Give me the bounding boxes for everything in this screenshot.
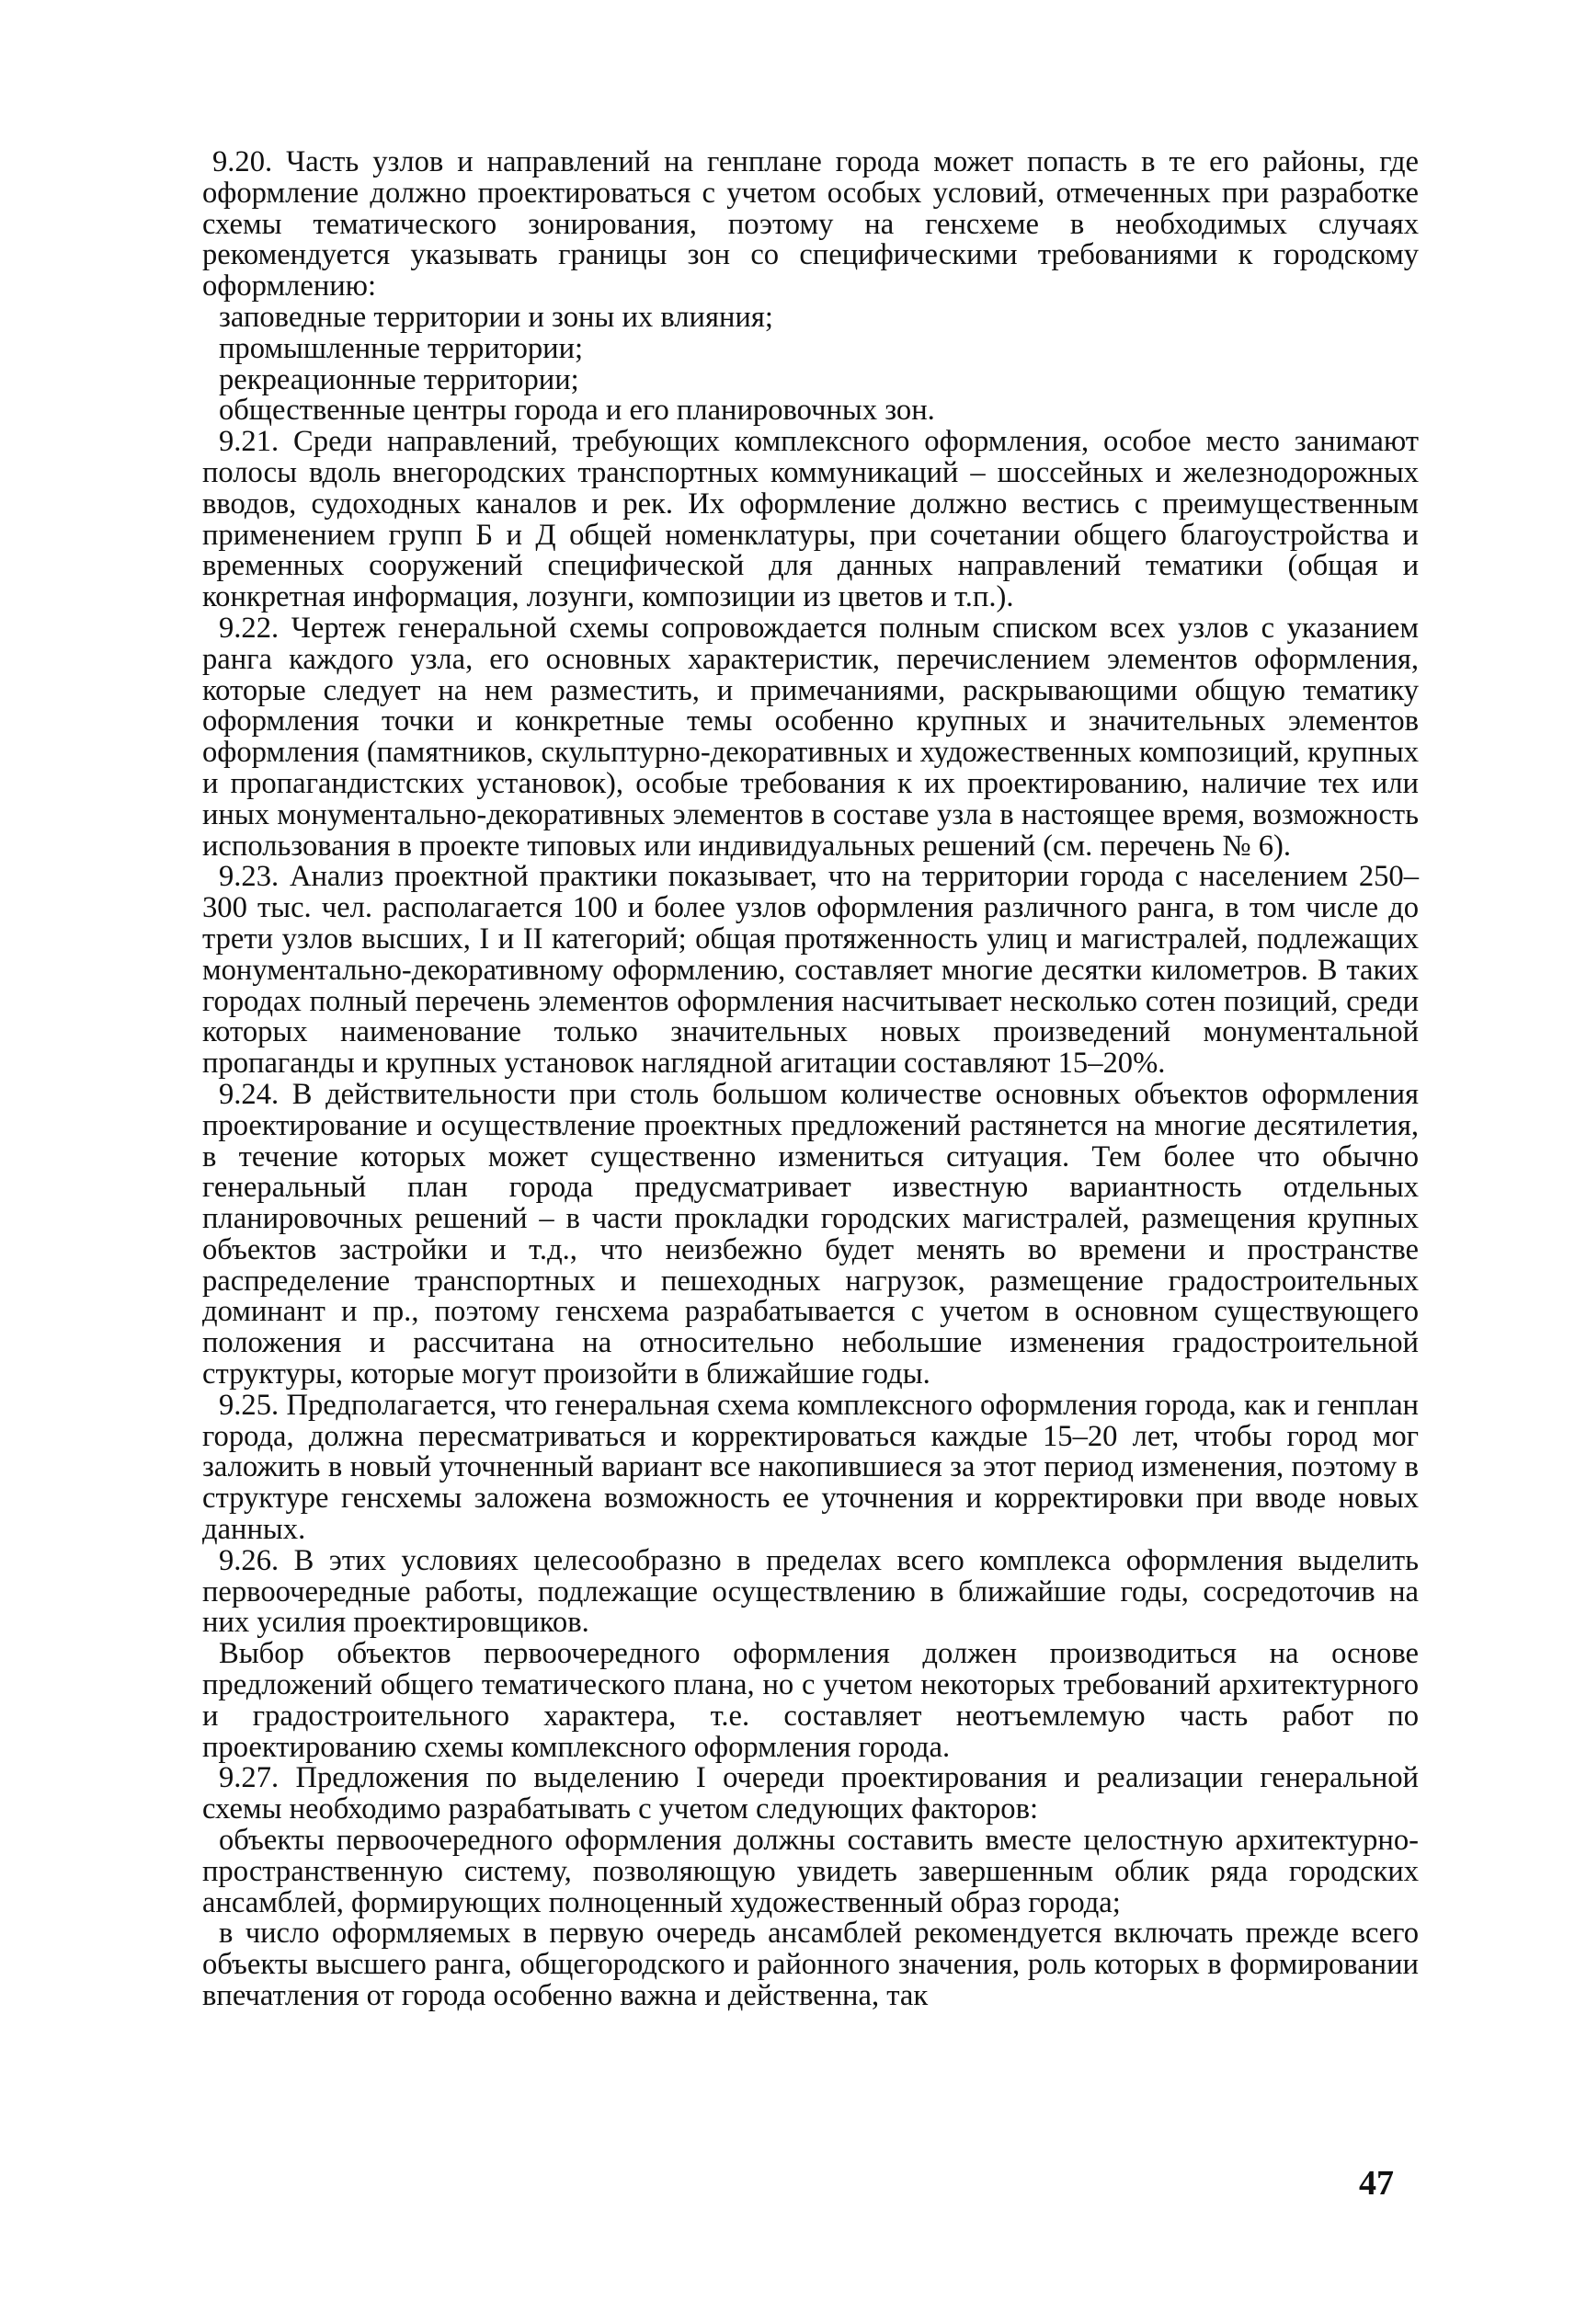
paragraph-9-25: 9.25. Предполагается, что генеральная схема комплексного оформления города, как и генплан города, должна пересматриваться и корректироваться каждые 15–20 лет, чтобы город мог заложить в новый уточненный вариант все накопившиеся за этот период изменения, поэтому в структуре генсхемы заложена возможность ее уточнения и корректировки при вводе новых данных.: [202, 1388, 1419, 1547]
list-item: рекреационные территории;: [219, 362, 579, 396]
paragraph-9-23: 9.23. Анализ проектной практики показывает, что на территории города с населением 250–300 тыс. чел. располагается 100 и более узлов оформления различного ранга, в том числе до трети узлов высших, I и II категорий; общая протяженность улиц и магистралей, подлежащих монументально-декоративному оформлению, составляет многие десятки километров. В таких городах полный перечень элементов оформления насчитывает несколько сотен позиций, среди которых наименование только значительных новых произведений монументальной пропаганды и крупных установок наглядной агитации составляют 15–20%.: [202, 860, 1419, 1081]
paragraph-9-26-continued: Выбор объектов первоочередного оформления должен производиться на основе предложений общего тематического плана, но с учетом некоторых требований архитектурного и градостроительного характера, т.е. составляет неотъемлемую часть работ по проектированию схемы комплексного оформления города.: [202, 1637, 1419, 1764]
paragraph-9-27-factor-2: в число оформляемых в первую очередь ансамблей рекомендуется включать прежде всего объекты высшего ранга, общегородского и районного значения, роль которых в формировании впечатления от города особенно важна и действенна, так: [202, 1917, 1419, 2013]
paragraph-9-27-factor-1: объекты первоочередного оформления должны составить вместе целостную архитектурно-пространственную систему, позволяющую увидеть завершенным облик ряда городских ансамблей, формирующих полноценный художественный образ города;: [202, 1824, 1419, 1919]
list-item: промышленные территории;: [219, 331, 584, 365]
list-item: общественные центры города и его планировочных зон.: [219, 394, 935, 428]
paragraph-9-24: 9.24. В действительности при столь большом количестве основных объектов оформления проектирование и осуществление проектных предложений растянется на многие десятилетия, в течение которых может существенно измениться ситуация. Тем более что обычно генеральный план города предусматривает известную вариантность отдельных планировочных решений – в части прокладки городских магистралей, размещения крупных объектов застройки и т.д., что неизбежно будет менять во времени и пространстве распределение транспортных и пешеходных нагрузок, размещение градостроительных доминант и пр., поэтому генсхема разрабатывается с учетом в основном существующего положения и рассчитана на относительно небольшие изменения градостроительной структуры, которые могут произойти в ближайшие годы.: [202, 1077, 1419, 1391]
paragraph-9-22: 9.22. Чертеж генеральной схемы сопровождается полным списком всех узлов с указанием ранга каждого узла, его основных характеристик, перечислением элементов оформления, которые следует на нем разместить, и примечаниями, раскрывающими общую тематику оформления точки и конкретные темы особенно крупных и значительных элементов оформления (памятников, скульптурно-декоративных и художественных композиций, крупных и пропагандистских установок), особые требования к их проектированию, наличие тех или иных монументально-декоративных элементов в составе узла в настоящее время, возможность использования в проекте типовых или индивидуальных решений (см. перечень № 6).: [202, 611, 1419, 863]
paragraph-9-21: 9.21. Среди направлений, требующих комплексного оформления, особое место занимают полосы вдоль внегородских транспортных коммуникаций – шоссейных и железнодорожных вводов, судоходных каналов и рек. Их оформление должно вестись с преимущественным применением групп Б и Д общей номенклатуры, при сочетании общего благоустройства и временных сооружений специфической для данных направлений тематики (общая и конкретная информация, лозунги, композиции из цветов и т.п.).: [202, 425, 1419, 614]
paragraph-9-20: 9.20. Часть узлов и направлений на генплане города может попасть в те его районы, где оформление должно проектироваться с учетом особых условий, отмеченных при разработке схемы тематического зонирования, поэтому на генсхеме в необходимых случаях рекомендуется указывать границы зон со специфическими требованиями к городскому оформлению:: [202, 145, 1419, 303]
page-number: 47: [1359, 2164, 1394, 2203]
list-item: заповедные территории и зоны их влияния;: [219, 300, 773, 334]
paragraph-9-26: 9.26. В этих условиях целесообразно в пределах всего комплекса оформления выделить первоочередные работы, подлежащие осуществлению в ближайшие годы, сосредоточив на них усилия проектировщиков.: [202, 1543, 1419, 1640]
body-text: [202, 147, 1419, 2012]
paragraph-9-27: 9.27. Предложения по выделению I очереди проектирования и реализации генеральной схемы необходимо разрабатывать с учетом следующих факторов:: [202, 1761, 1419, 1826]
